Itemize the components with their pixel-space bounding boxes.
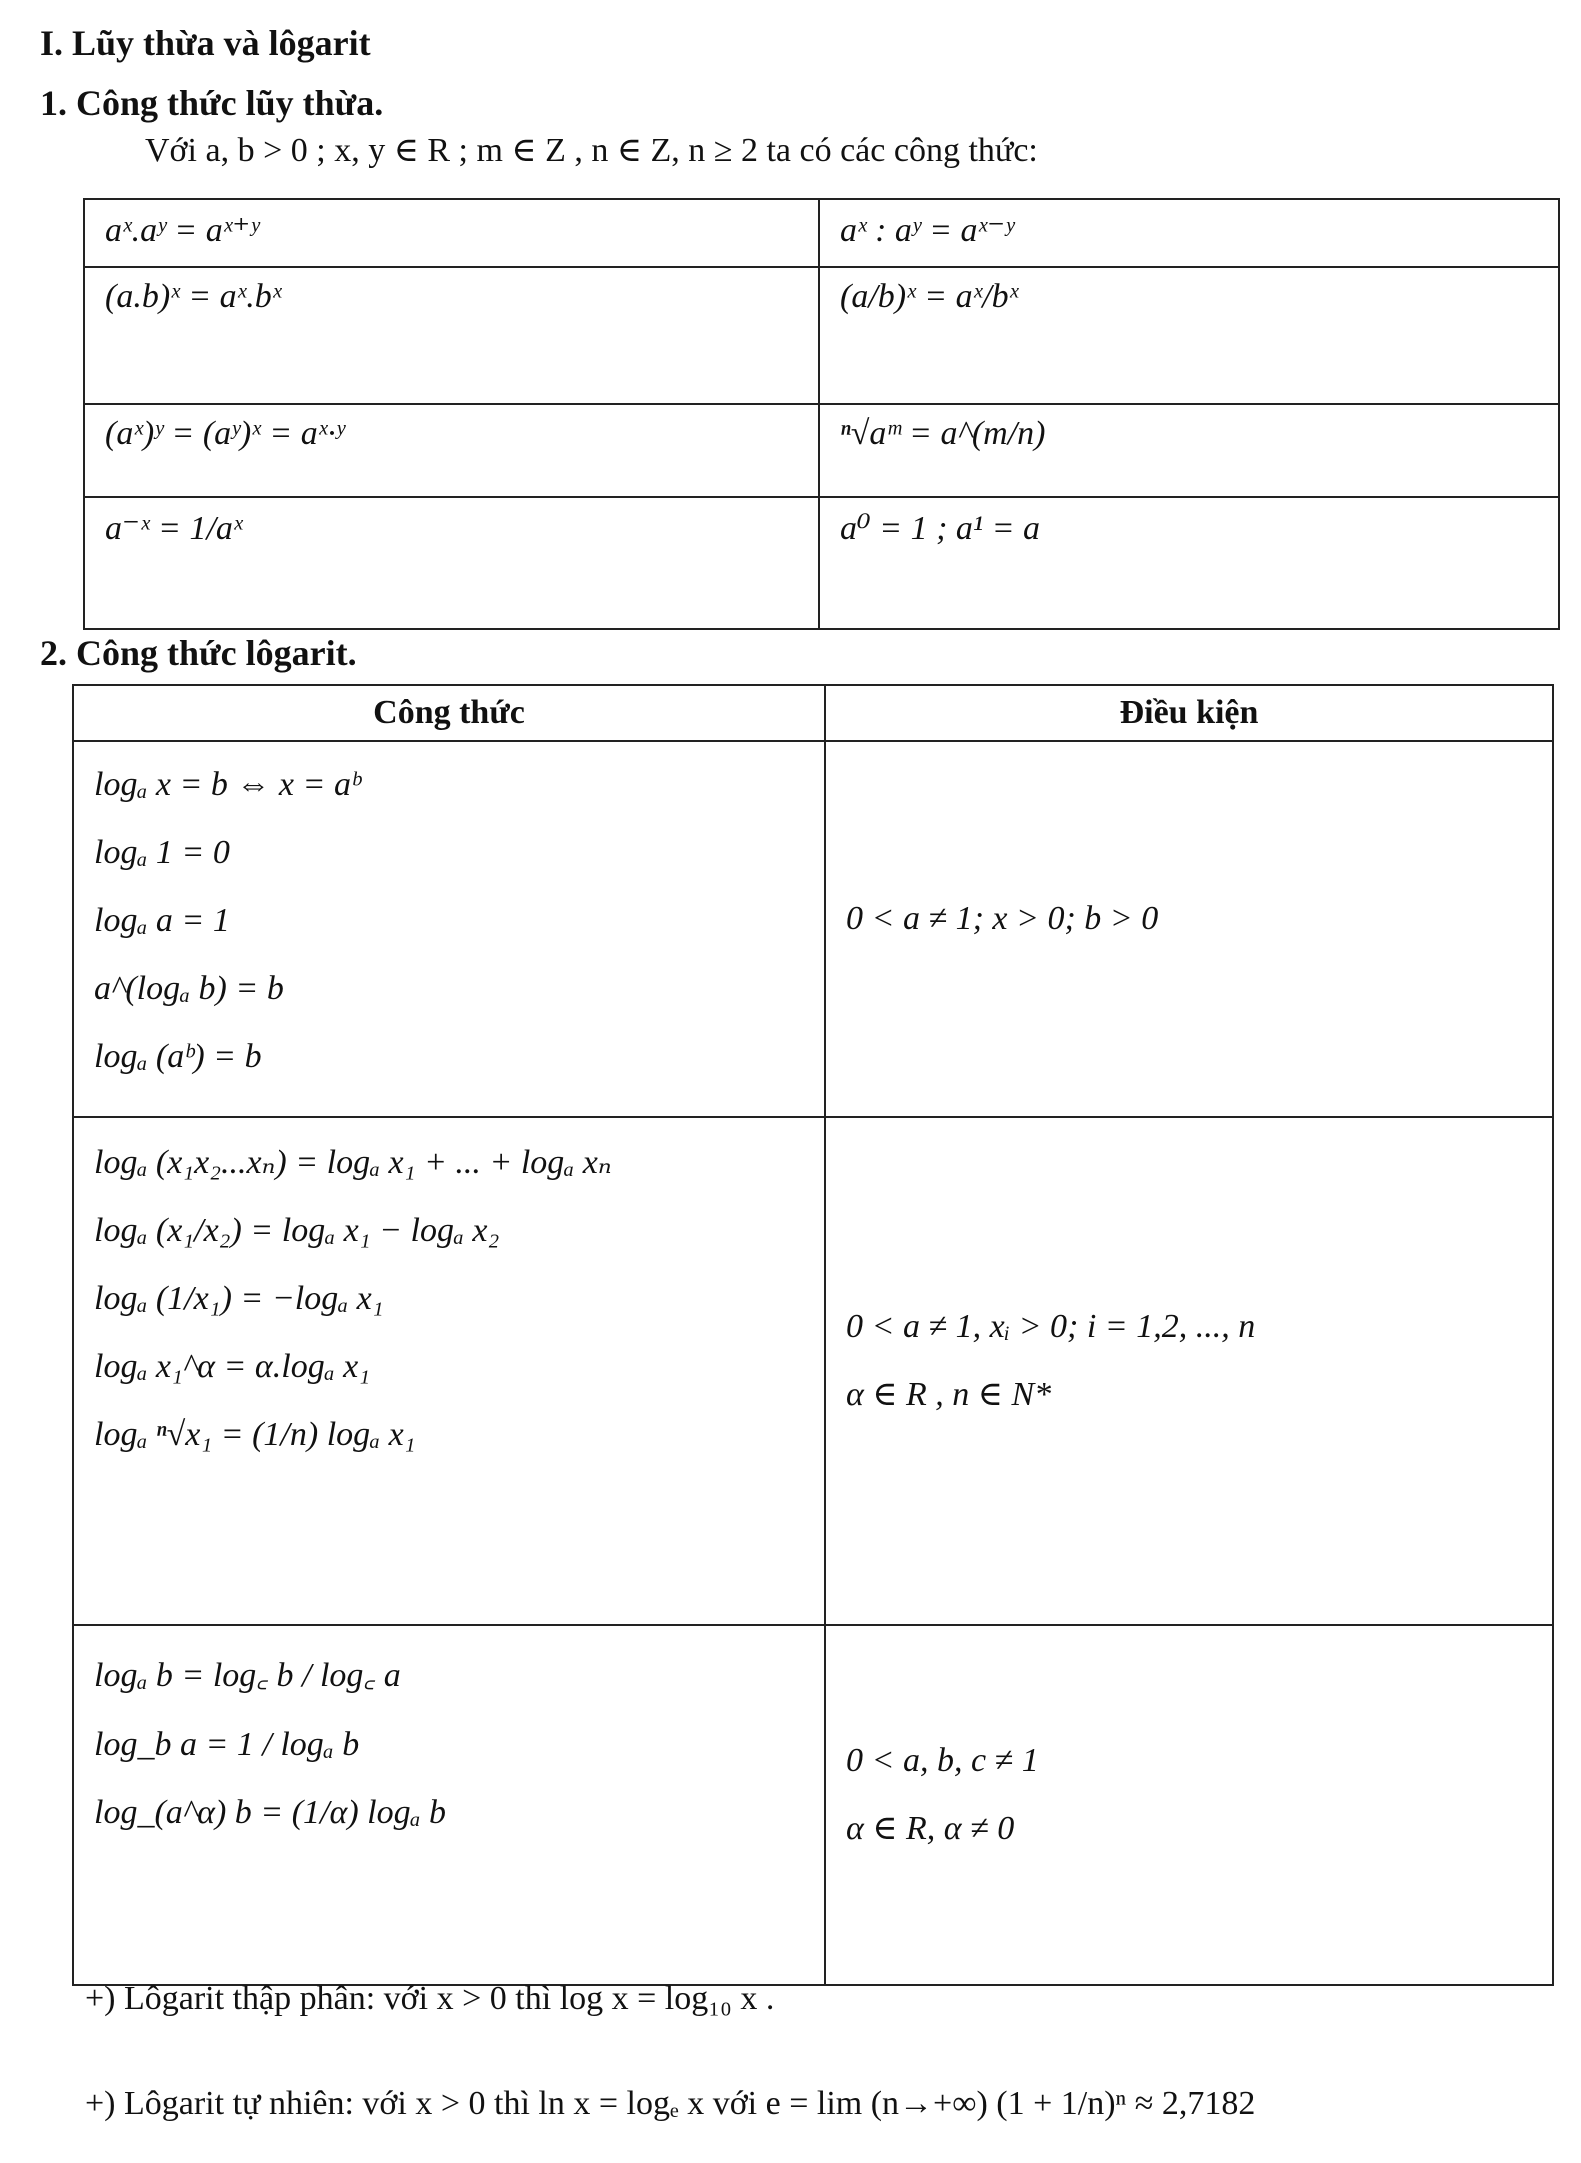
condition: α ∈ R , n ∈ N* bbox=[846, 1376, 1052, 1413]
formula-cell bbox=[84, 497, 819, 629]
powers-intro: Với a, b > 0 ; x, y ∈ R ; m ∈ Z , n ∈ Z, n ≥ 2 ta có các công thức: bbox=[145, 132, 1038, 169]
common-log-note: +) Lôgarit thập phân: với x > 0 thì log x = log₁₀ x . bbox=[85, 1980, 775, 2017]
powers-table bbox=[83, 198, 1560, 630]
powers-heading: 1. Công thức lũy thừa. bbox=[40, 83, 384, 123]
formula: (aˣ)ʸ = (aʸ)ˣ = aˣ·ʸ bbox=[105, 415, 345, 452]
table-row bbox=[73, 1117, 1553, 1625]
formula: logₐ (x₁x₂...xₙ) = logₐ x₁ + ... + logₐ xₙ bbox=[94, 1144, 612, 1181]
condition-cell bbox=[825, 1625, 1553, 1985]
formula: logₐ x = b ⇔ x = aᵇ bbox=[94, 766, 361, 803]
logs-table bbox=[72, 684, 1554, 1986]
formula: aˣ.aʸ = aˣ⁺ʸ bbox=[105, 212, 259, 249]
formula: logₐ (x₁/x₂) = logₐ x₁ − logₐ x₂ bbox=[94, 1212, 500, 1249]
formula-cell bbox=[819, 404, 1559, 497]
formula: a^(logₐ b) = b bbox=[94, 970, 284, 1007]
formula-cell bbox=[73, 1625, 825, 1985]
formula-cell bbox=[73, 1117, 825, 1625]
formula: (a.b)ˣ = aˣ.bˣ bbox=[105, 278, 282, 315]
condition-cell bbox=[825, 741, 1553, 1117]
section-title: I. Lũy thừa và lôgarit bbox=[40, 23, 371, 63]
formula: logₐ ⁿ√x₁ = (1/n) logₐ x₁ bbox=[94, 1416, 416, 1453]
formula-cell bbox=[819, 497, 1559, 629]
formula: logₐ b = log꜀ b / log꜀ a bbox=[94, 1657, 401, 1694]
formula-cell bbox=[84, 267, 819, 404]
formula: a⁰ = 1 ; a¹ = a bbox=[840, 510, 1041, 547]
formula: (a/b)ˣ = aˣ/bˣ bbox=[840, 278, 1019, 315]
formula-cell bbox=[84, 404, 819, 497]
condition: 0 < a, b, c ≠ 1 bbox=[846, 1742, 1039, 1779]
formula: logₐ 1 = 0 bbox=[94, 834, 230, 871]
column-header-condition: Điều kiện bbox=[825, 685, 1553, 741]
natural-log-note: +) Lôgarit tự nhiên: với x > 0 thì ln x = logₑ x với e = lim (n→+∞) (1 + 1/n)ⁿ ≈ 2,7182 bbox=[85, 2085, 1256, 2122]
formula: a⁻ˣ = 1/aˣ bbox=[105, 510, 243, 547]
table-row bbox=[84, 199, 1559, 267]
condition: α ∈ R, α ≠ 0 bbox=[846, 1810, 1015, 1847]
formula-cell bbox=[73, 741, 825, 1117]
formula-cell bbox=[819, 199, 1559, 267]
condition: 0 < a ≠ 1; x > 0; b > 0 bbox=[846, 900, 1159, 937]
formula: ⁿ√aᵐ = a^(m/n) bbox=[840, 415, 1046, 452]
formula-cell bbox=[819, 267, 1559, 404]
formula: log_b a = 1 / logₐ b bbox=[94, 1726, 360, 1763]
formula: logₐ a = 1 bbox=[94, 902, 230, 939]
condition-cell bbox=[825, 1117, 1553, 1625]
table-row bbox=[84, 497, 1559, 629]
table-row bbox=[73, 741, 1553, 1117]
formula-cell bbox=[84, 199, 819, 267]
table-row bbox=[73, 1625, 1553, 1985]
table-row bbox=[84, 404, 1559, 497]
table-row bbox=[84, 267, 1559, 404]
formula: logₐ (1/x₁) = −logₐ x₁ bbox=[94, 1280, 384, 1317]
formula: logₐ (aᵇ) = b bbox=[94, 1038, 262, 1075]
condition: 0 < a ≠ 1, xᵢ > 0; i = 1,2, ..., n bbox=[846, 1308, 1256, 1345]
formula: logₐ x₁^α = α.logₐ x₁ bbox=[94, 1348, 371, 1385]
formula: log_(a^α) b = (1/α) logₐ b bbox=[94, 1794, 447, 1831]
column-header-formula: Công thức bbox=[73, 685, 825, 741]
formula: aˣ : aʸ = aˣ⁻ʸ bbox=[840, 212, 1014, 249]
logs-heading: 2. Công thức lôgarit. bbox=[40, 633, 357, 673]
table-header-row bbox=[73, 685, 1553, 741]
